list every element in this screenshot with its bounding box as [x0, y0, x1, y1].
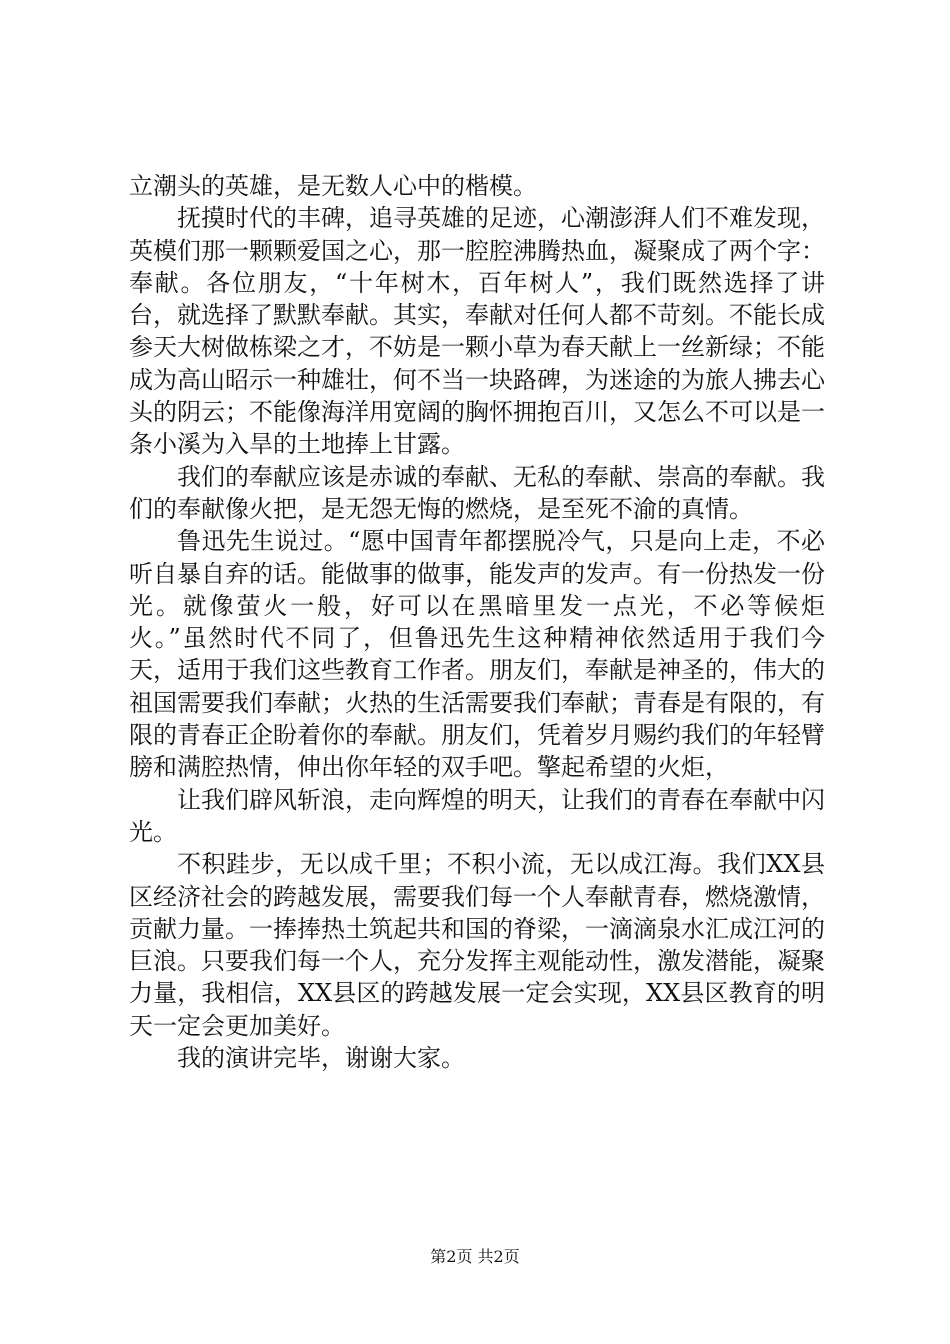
paragraph-3: 我们的奉献应该是赤诚的奉献、无私的奉献、崇高的奉献。我们的奉献像火把，是无怨无悔的燃烧，是至死不渝的真情。 [129, 462, 825, 523]
paragraph-5: 让我们辟风斩浪，走向辉煌的明天，让我们的青春在奉献中闪光。 [129, 785, 825, 846]
paragraph-4: 鲁迅先生说过。“愿中国青年都摆脱冷气，只是向上走，不必听自暴自弃的话。能做事的做事，能发声的发声。有一份热发一份光。就像萤火一般，好可以在黑暗里发一点光，不必等候炬火。”虽然时代不同了，但鲁迅先生这种精神依然适用于我们今天，适用于我们这些教育工作者。朋友们，奉献是神圣的，伟大的祖国需要我们奉献；火热的生活需要我们奉献；青春是有限的，有限的青春正企盼着你的奉献。朋友们，凭着岁月赐约我们的年轻臂膀和满腔热情，伸出你年轻的双手吧。擎起希望的火炬， [129, 527, 825, 782]
paragraph-1: 立潮头的英雄，是无数人心中的楷模。 [129, 172, 537, 200]
paragraph-7: 我的演讲完毕，谢谢大家。 [177, 1044, 465, 1073]
document-body [129, 170, 825, 1074]
paragraph-2: 抚摸时代的丰碑，追寻英雄的足迹，心潮澎湃人们不难发现，英模们那一颗颗爱国之心，那一腔腔沸腾热血，凝聚成了两个字：奉献。各位朋友，“十年树木，百年树人”，我们既然选择了讲台，就选择了默默奉献。其实，奉献对任何人都不苛刻。不能长成参天大树做栋梁之才，不妨是一颗小草为春天献上一丝新绿；不能成为高山昭示一种雄壮，何不当一块路碑，为迷途的为旅人拂去心头的阴云；不能像海洋用宽阔的胸怀拥抱百川，又怎么不可以是一条小溪为入旱的土地捧上甘露。 [129, 204, 825, 459]
paragraph-6: 不积跬步，无以成千里；不积小流，无以成江海。我们XX县区经济社会的跨越发展，需要我们每一个人奉献青春，燃烧激情，贡献力量。一捧捧热土筑起共和国的脊梁，一滴滴泉水汇成江河的巨浪。只要我们每一个人，充分发挥主观能动性，激发潜能，凝聚力量，我相信，XX县区的跨越发展一定会实现，XX县区教育的明天一定会更加美好。 [129, 850, 825, 1040]
page-footer: 第2页 共2页 [430, 1247, 520, 1266]
